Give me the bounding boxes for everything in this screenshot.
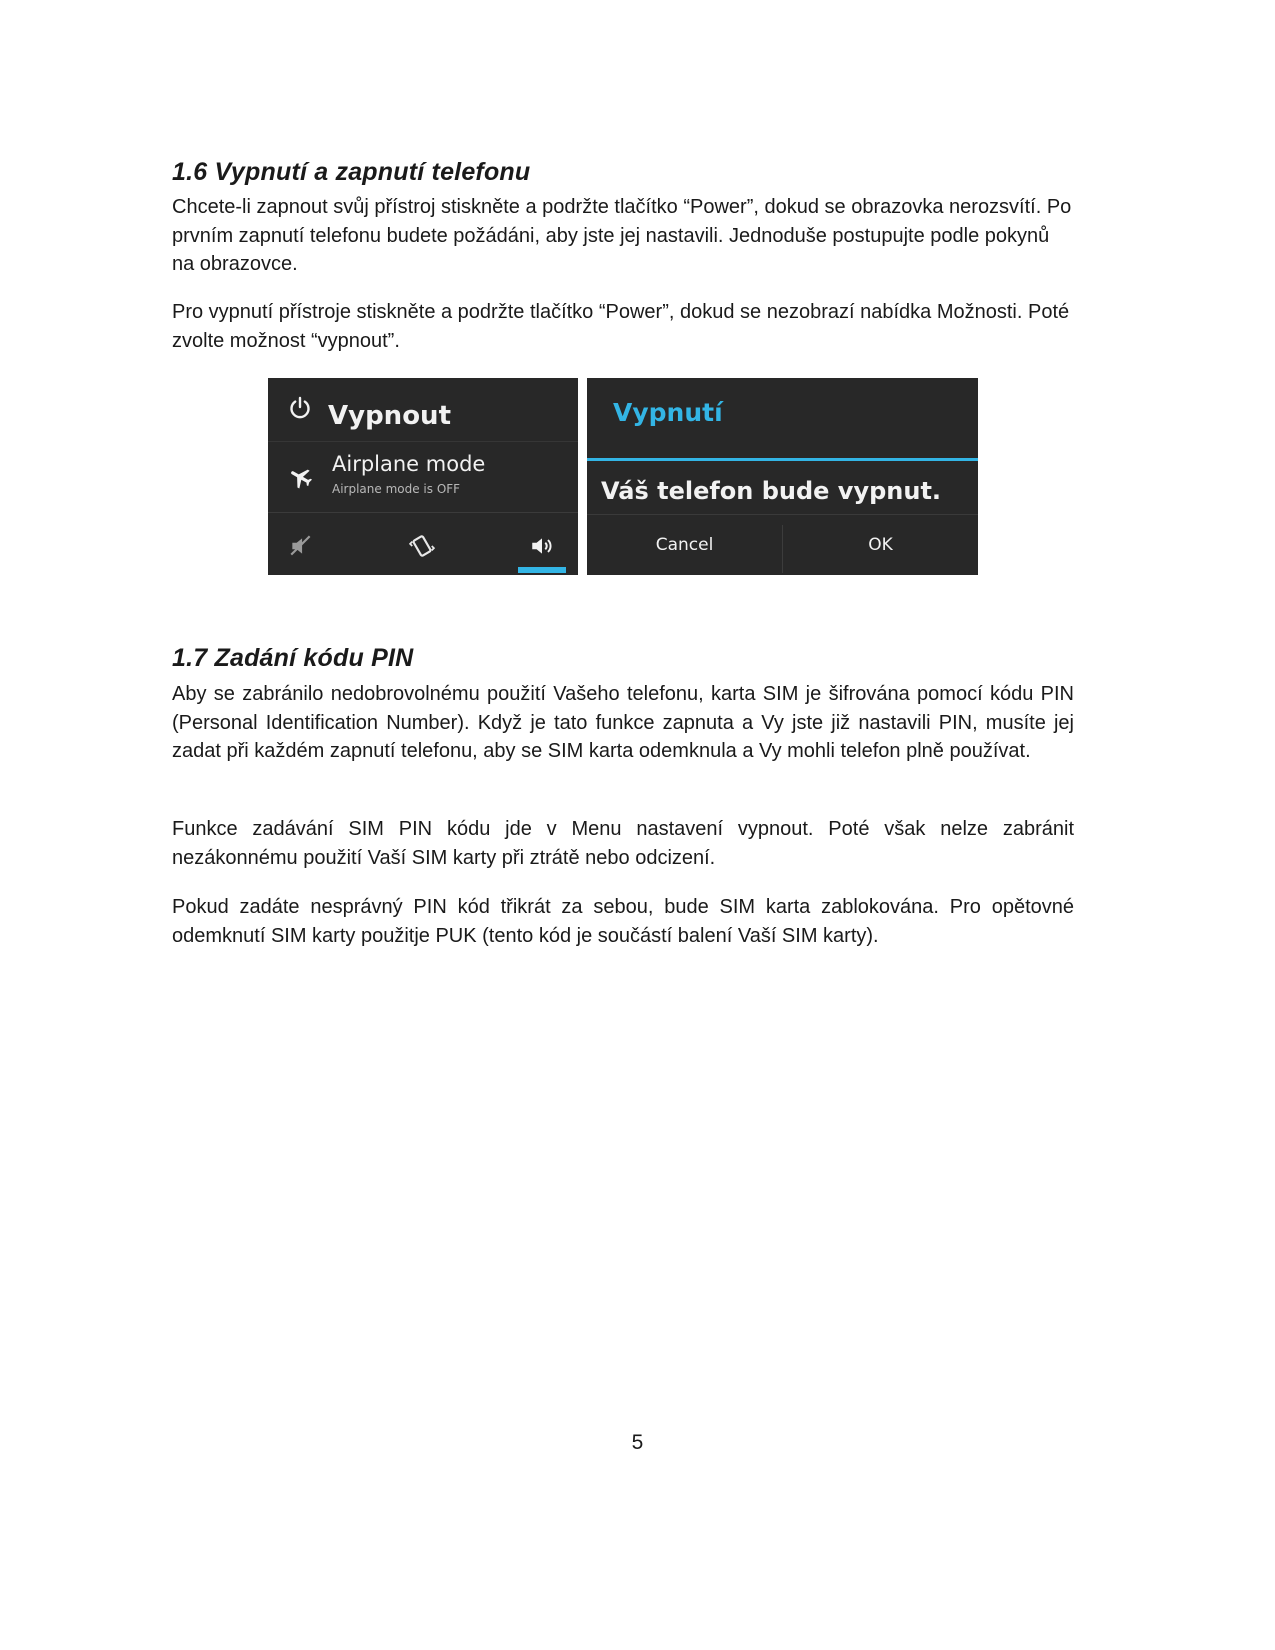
power-menu-title: Vypnout bbox=[328, 401, 451, 431]
power-off-option[interactable] bbox=[268, 378, 578, 441]
dialog-title: Vypnutí bbox=[613, 398, 723, 427]
paragraph-power-on: Chcete-li zapnout svůj přístroj stiskněte a podržte tlačítko “Power”, dokud se obrazovka nerozsvítí. Po prvním zapnutí telefonu budete požádáni, aby jste jej nastavili. Jednoduše postupujte podle pokynů na obrazovce. bbox=[172, 196, 1072, 275]
dialog-button-bar bbox=[587, 514, 978, 575]
dialog-message: Váš telefon bude vypnut. bbox=[601, 477, 942, 505]
paragraph-power-off: Pro vypnutí přístroje stiskněte a podržte tlačítko “Power”, dokud se nezobrazí nabídka Možnosti. Poté zvolte možnost “vypnout”. bbox=[172, 301, 1070, 352]
sound-on-icon[interactable] bbox=[529, 533, 555, 559]
airplane-mode-option[interactable] bbox=[268, 441, 578, 511]
section-heading-1-6: 1.6 Vypnutí a zapnutí telefonu bbox=[172, 158, 531, 186]
cancel-button[interactable]: Cancel bbox=[655, 535, 714, 555]
airplane-mode-status: Airplane mode is OFF bbox=[332, 482, 461, 496]
power-icon bbox=[288, 396, 312, 420]
airplane-icon bbox=[288, 464, 314, 490]
shutdown-dialog-screenshot bbox=[587, 378, 978, 575]
ok-button[interactable]: OK bbox=[868, 535, 893, 555]
paragraph-pin-intro: Aby se zabránilo nedobrovolnému použití Vašeho telefonu, karta SIM je šifrována pomocí kódu PIN (Personal Identification Number). Když je tato funkce zapnuta a Vy jste již nastavili PIN, musíte jej zadat při každém zapnutí telefonu, aby se SIM karta odemknula a Vy mohli telefon plně používat. bbox=[172, 683, 1074, 762]
page-number: 5 bbox=[631, 1431, 644, 1454]
section-heading-1-7: 1.7 Zadání kódu PIN bbox=[172, 644, 414, 672]
silent-icon[interactable] bbox=[288, 533, 314, 559]
sound-selected-indicator bbox=[518, 567, 566, 573]
sound-mode-row bbox=[268, 512, 578, 575]
paragraph-pin-blocked: Pokud zadáte nesprávný PIN kód třikrát za sebou, bude SIM karta zablokována. Pro opětovné odemknutí SIM karty použitje PUK (tento kód je součástí balení Vaší SIM karty). bbox=[172, 896, 1074, 947]
power-menu-screenshot bbox=[268, 378, 578, 575]
vibrate-icon[interactable] bbox=[409, 533, 435, 559]
paragraph-pin-disable: Funkce zadávání SIM PIN kódu jde v Menu nastavení vypnout. Poté však nelze zabránit nezákonnému použití Vaší SIM karty při ztrátě nebo odcizení. bbox=[172, 818, 1074, 869]
dialog-title-divider bbox=[587, 458, 978, 461]
airplane-mode-label: Airplane mode bbox=[332, 452, 486, 476]
